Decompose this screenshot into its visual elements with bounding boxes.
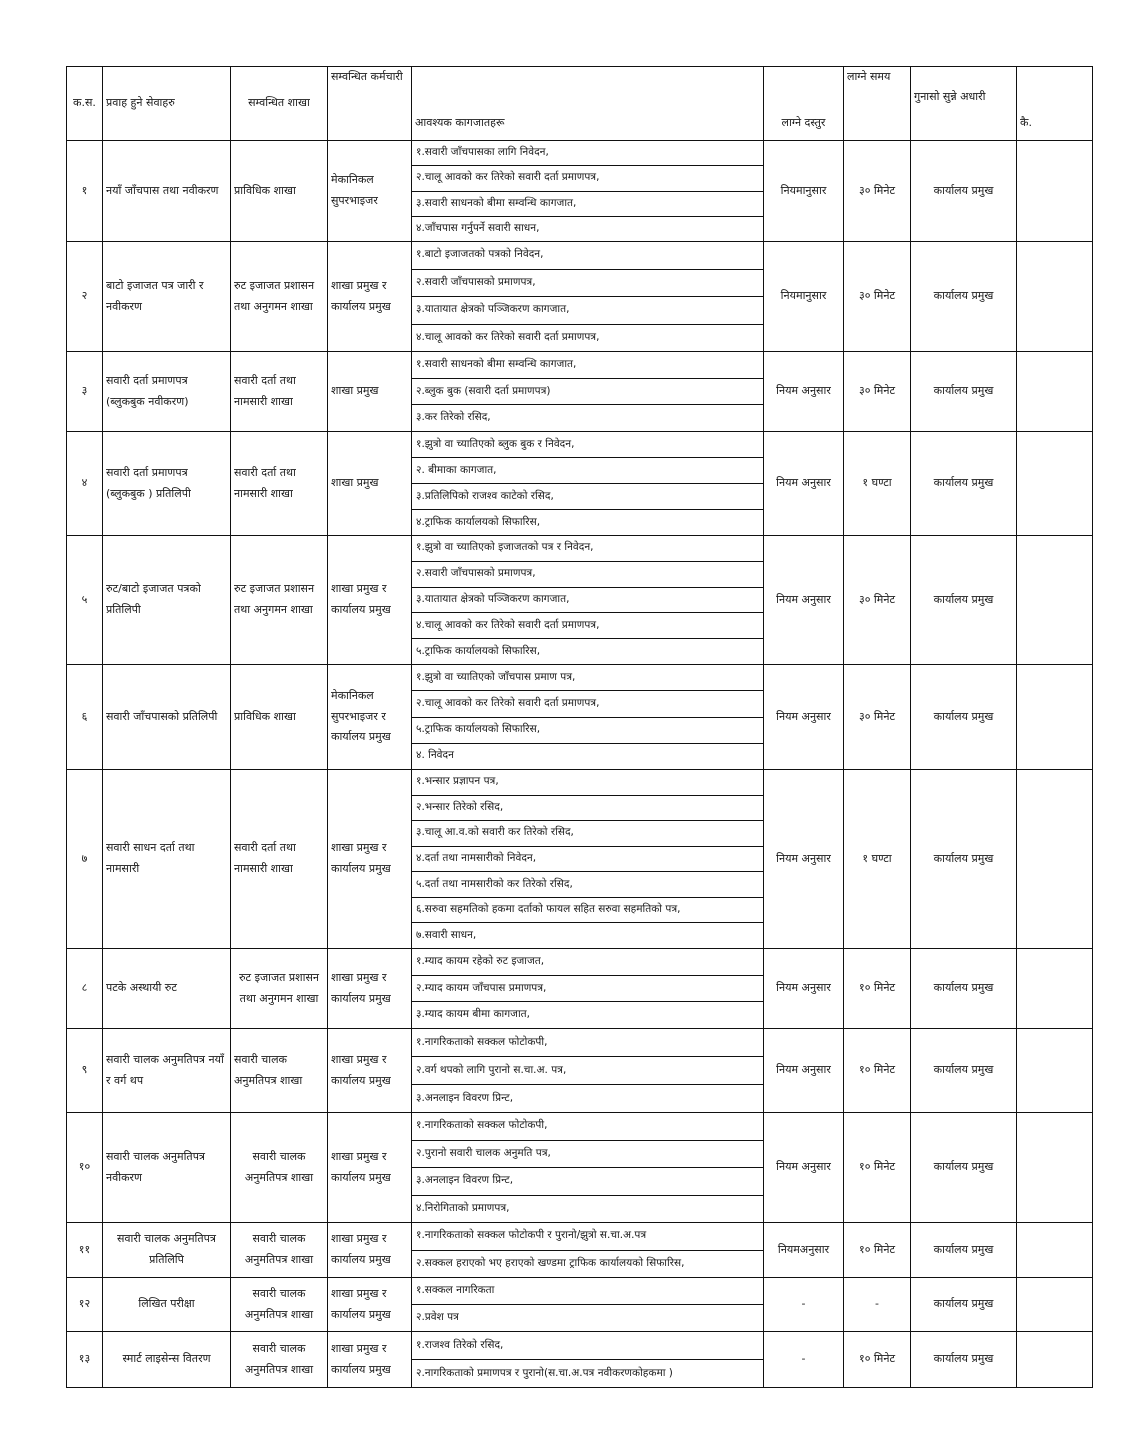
document-item: ३.प्रतिलिपिको राजश्व काटेको रसिद, xyxy=(412,483,763,509)
fee-cell: नियमानुसार xyxy=(764,141,844,242)
document-item: ५.ट्राफिक कार्यालयको सिफारिस, xyxy=(412,717,763,743)
documents-list xyxy=(412,536,763,664)
document-item: ५.ट्राफिक कार्यालयको सिफारिस, xyxy=(412,638,763,664)
service-charter-table xyxy=(66,66,1093,1388)
header-branch: सम्वन्धित शाखा xyxy=(231,67,328,141)
header-time: लाग्ने समय xyxy=(844,67,911,141)
document-item: ५.दर्ता तथा नामसारीको कर तिरेको रसिद, xyxy=(412,871,763,897)
grievance-officer-cell: कार्यालय प्रमुख xyxy=(911,536,1017,665)
remarks-cell xyxy=(1017,665,1093,770)
remarks-cell xyxy=(1017,536,1093,665)
document-item: २.वर्ग थपको लागि पुरानो स.चा.अ. पत्र, xyxy=(412,1056,763,1084)
staff-cell: शाखा प्रमुख र कार्यालय प्रमुख xyxy=(328,242,412,352)
document-item: १.झुत्रो वा च्यातिएको इजाजतको पत्र र निवेदन, xyxy=(416,541,594,554)
table-row xyxy=(67,770,1093,949)
table-row xyxy=(67,242,1093,352)
remarks-cell xyxy=(1017,1029,1093,1113)
remarks-cell xyxy=(1017,432,1093,536)
documents-list xyxy=(412,1332,763,1387)
grievance-officer-cell: कार्यालय प्रमुख xyxy=(911,1113,1017,1223)
fee-cell: नियम अनुसार xyxy=(764,1029,844,1113)
fee-cell: नियम अनुसार xyxy=(764,1113,844,1223)
document-item: १.झुत्रो वा च्यातिएको ब्लुक बुक र निवेदन, xyxy=(416,437,575,450)
documents-list xyxy=(412,432,763,535)
table-row xyxy=(67,352,1093,432)
service-cell: सवारी चालक अनुमतिपत्र नवीकरण xyxy=(103,1113,231,1223)
documents-list xyxy=(412,1029,763,1112)
document-item: १.सवारी जाँचपासका लागि निवेदन, xyxy=(416,146,549,159)
branch-cell: सवारी चालक अनुमतिपत्र शाखा xyxy=(231,1223,328,1278)
remarks-cell xyxy=(1017,1113,1093,1223)
service-cell: सवारी दर्ता प्रमाणपत्र (ब्लुकबुक नवीकरण) xyxy=(103,352,231,432)
staff-cell: शाखा प्रमुख र कार्यालय प्रमुख xyxy=(328,1278,412,1332)
header-grievance: गुनासो सुन्ने अधारी xyxy=(911,67,1017,141)
document-item: २.पुरानो सवारी चालक अनुमति पत्र, xyxy=(412,1140,763,1168)
service-cell: सवारी जाँचपासको प्रतिलिपी xyxy=(103,665,231,770)
document-item: ७.सवारी साधन, xyxy=(412,922,763,948)
document-item: २. बीमाका कागजात, xyxy=(412,457,763,483)
serial-cell: ९ xyxy=(67,1029,103,1113)
remarks-cell xyxy=(1017,352,1093,432)
document-item: ३.यातायात क्षेत्रको पञ्जिकरण कागजात, xyxy=(412,296,763,324)
header-fee: लाग्ने दस्तुर xyxy=(764,67,844,141)
fee-cell: नियम अनुसार xyxy=(764,665,844,770)
service-cell: नयाँ जाँचपास तथा नवीकरण xyxy=(103,141,231,242)
serial-cell: १० xyxy=(67,1113,103,1223)
grievance-officer-cell: कार्यालय प्रमुख xyxy=(911,1029,1017,1113)
remarks-cell xyxy=(1017,141,1093,242)
fee-cell: नियम अनुसार xyxy=(764,432,844,536)
document-item: ४. निवेदन xyxy=(412,743,763,769)
serial-cell: ३ xyxy=(67,352,103,432)
table-row xyxy=(67,536,1093,665)
document-item: ४.चालू आवको कर तिरेको सवारी दर्ता प्रमाणपत्र, xyxy=(412,612,763,638)
document-item: ३.सवारी साधनको बीमा सम्वन्धि कागजात, xyxy=(412,191,763,216)
header-service: प्रवाह हुने सेवाहरु xyxy=(103,67,231,141)
document-item: २.चालू आवको कर तिरेको सवारी दर्ता प्रमाणपत्र, xyxy=(412,690,763,716)
document-item: २.नागरिकताको प्रमाणपत्र र पुरानो(स.चा.अ.पत्र नवीकरणकोहकमा ) xyxy=(412,1359,763,1387)
documents-list xyxy=(412,352,763,431)
time-cell: ३० मिनेट xyxy=(844,352,911,432)
branch-cell: सवारी चालक अनुमतिपत्र शाखा xyxy=(231,1113,328,1223)
document-item: २.म्याद कायम जाँचपास प्रमाणपत्र, xyxy=(412,975,763,1002)
remarks-cell xyxy=(1017,1278,1093,1332)
documents-cell xyxy=(412,1332,764,1388)
remarks-cell xyxy=(1017,242,1093,352)
staff-cell: शाखा प्रमुख र कार्यालय प्रमुख xyxy=(328,1223,412,1278)
grievance-officer-cell: कार्यालय प्रमुख xyxy=(911,352,1017,432)
documents-cell xyxy=(412,141,764,242)
table-row xyxy=(67,1113,1093,1223)
staff-cell: शाखा प्रमुख र कार्यालय प्रमुख xyxy=(328,770,412,949)
table-row xyxy=(67,1278,1093,1332)
branch-cell: सवारी दर्ता तथा नामसारी शाखा xyxy=(231,352,328,432)
service-cell: बाटो इजाजत पत्र जारी र नवीकरण xyxy=(103,242,231,352)
document-item: १.झुत्रो वा च्यातिएको जाँचपास प्रमाण पत्र, xyxy=(416,670,576,683)
time-cell: १० मिनेट xyxy=(844,1029,911,1113)
branch-cell: रुट इजाजत प्रशासन तथा अनुगमन शाखा xyxy=(231,242,328,352)
branch-cell: सवारी चालक अनुमतिपत्र शाखा xyxy=(231,1278,328,1332)
documents-cell xyxy=(412,1113,764,1223)
document-item: २.चालू आवको कर तिरेको सवारी दर्ता प्रमाणपत्र, xyxy=(412,165,763,190)
staff-cell: शाखा प्रमुख र कार्यालय प्रमुख xyxy=(328,1332,412,1388)
table-row xyxy=(67,1029,1093,1113)
staff-cell: शाखा प्रमुख र कार्यालय प्रमुख xyxy=(328,1113,412,1223)
remarks-cell xyxy=(1017,770,1093,949)
document-item: ३.अनलाइन विवरण प्रिन्ट, xyxy=(412,1167,763,1195)
grievance-officer-cell: कार्यालय प्रमुख xyxy=(911,141,1017,242)
grievance-officer-cell: कार्यालय प्रमुख xyxy=(911,1278,1017,1332)
staff-cell: शाखा प्रमुख xyxy=(328,352,412,432)
document-item: ४.ट्राफिक कार्यालयको सिफारिस, xyxy=(412,509,763,535)
grievance-officer-cell: कार्यालय प्रमुख xyxy=(911,432,1017,536)
service-cell: सवारी चालक अनुमतिपत्र प्रतिलिपि xyxy=(103,1223,231,1278)
fee-cell: नियमानुसार xyxy=(764,242,844,352)
staff-cell: शाखा प्रमुख र कार्यालय प्रमुख xyxy=(328,536,412,665)
header-staff: सम्वन्धित कर्मचारी xyxy=(328,67,412,141)
fee-cell: नियम अनुसार xyxy=(764,536,844,665)
time-cell: ३० मिनेट xyxy=(844,665,911,770)
service-cell: लिखित परीक्षा xyxy=(103,1278,231,1332)
documents-list xyxy=(412,665,763,769)
document-item: २.सवारी जाँचपासको प्रमाणपत्र, xyxy=(412,561,763,587)
branch-cell: प्राविधिक शाखा xyxy=(231,665,328,770)
time-cell: १० मिनेट xyxy=(844,1223,911,1278)
documents-cell xyxy=(412,1029,764,1113)
serial-cell: ८ xyxy=(67,949,103,1029)
table-row xyxy=(67,1223,1093,1278)
grievance-officer-cell: कार्यालय प्रमुख xyxy=(911,1332,1017,1388)
staff-cell: मेकानिकल सुपरभाइजर र कार्यालय प्रमुख xyxy=(328,665,412,770)
document-item: १.नागरिकताको सक्कल फोटोकपी, xyxy=(416,1035,548,1048)
documents-list xyxy=(412,770,763,948)
document-item: ४.दर्ता तथा नामसारीको निवेदन, xyxy=(412,846,763,872)
serial-cell: १ xyxy=(67,141,103,242)
serial-cell: २ xyxy=(67,242,103,352)
document-item: ४.निरोगिताको प्रमाणपत्र, xyxy=(412,1195,763,1223)
document-item: २.भन्सार तिरेको रसिद, xyxy=(412,795,763,821)
branch-cell: सवारी चालक अनुमतिपत्र शाखा xyxy=(231,1332,328,1388)
service-cell: पटके अस्थायी रुट xyxy=(103,949,231,1029)
document-item: १.नागरिकताको सक्कल फोटोकपी र पुरानो/झुत्रो स.चा.अ.पत्र xyxy=(416,1229,647,1242)
serial-cell: ४ xyxy=(67,432,103,536)
header-documents: आवश्यक कागजातहरू xyxy=(412,67,764,141)
table-row xyxy=(67,141,1093,242)
document-item: ३.कर तिरेको रसिद, xyxy=(412,404,763,431)
branch-cell: रुट इजाजत प्रशासन तथा अनुगमन शाखा xyxy=(231,536,328,665)
staff-cell: शाखा प्रमुख र कार्यालय प्रमुख xyxy=(328,1029,412,1113)
header-remarks: कै. xyxy=(1017,67,1093,141)
service-cell: रुट/बाटो इजाजत पत्रको प्रतिलिपी xyxy=(103,536,231,665)
fee-cell: - xyxy=(764,1332,844,1388)
grievance-officer-cell: कार्यालय प्रमुख xyxy=(911,242,1017,352)
remarks-cell xyxy=(1017,1223,1093,1278)
document-item: १.भन्सार प्रज्ञापन पत्र, xyxy=(416,775,499,788)
documents-list xyxy=(412,141,763,241)
documents-cell xyxy=(412,949,764,1029)
branch-cell: सवारी दर्ता तथा नामसारी शाखा xyxy=(231,432,328,536)
documents-cell xyxy=(412,770,764,949)
document-item: १.म्याद कायम रहेको रुट इजाजत, xyxy=(416,954,545,967)
branch-cell: सवारी दर्ता तथा नामसारी शाखा xyxy=(231,770,328,949)
staff-cell: मेकानिकल सुपरभाइजर xyxy=(328,141,412,242)
grievance-officer-cell: कार्यालय प्रमुख xyxy=(911,665,1017,770)
document-item: १.राजश्व तिरेको रसिद, xyxy=(416,1338,504,1351)
remarks-cell xyxy=(1017,949,1093,1029)
document-item: १.सवारी साधनको बीमा सम्वन्धि कागजात, xyxy=(416,357,577,370)
serial-cell: ७ xyxy=(67,770,103,949)
time-cell: ३० मिनेट xyxy=(844,536,911,665)
documents-cell xyxy=(412,242,764,352)
service-cell: सवारी दर्ता प्रमाणपत्र (ब्लुकबुक ) प्रतिलिपी xyxy=(103,432,231,536)
serial-cell: १३ xyxy=(67,1332,103,1388)
documents-cell xyxy=(412,665,764,770)
document-item: २.प्रवेश पत्र xyxy=(412,1304,763,1331)
time-cell: १ घण्टा xyxy=(844,770,911,949)
table-row xyxy=(67,665,1093,770)
document-item: ३.चालू आ.व.को सवारी कर तिरेको रसिद, xyxy=(412,820,763,846)
documents-list xyxy=(412,1113,763,1222)
table-row xyxy=(67,949,1093,1029)
fee-cell: - xyxy=(764,1278,844,1332)
documents-cell xyxy=(412,432,764,536)
serial-cell: ११ xyxy=(67,1223,103,1278)
fee-cell: नियम अनुसार xyxy=(764,770,844,949)
header-serial: क.स. xyxy=(67,67,103,141)
serial-cell: १२ xyxy=(67,1278,103,1332)
document-item: ३.अनलाइन विवरण प्रिन्ट, xyxy=(412,1084,763,1112)
service-cell: स्मार्ट लाइसेन्स वितरण xyxy=(103,1332,231,1388)
document-item: २.ब्लुक बुक (सवारी दर्ता प्रमाणपत्र) xyxy=(412,378,763,405)
time-cell: - xyxy=(844,1278,911,1332)
document-item: ३.म्याद कायम बीमा कागजात, xyxy=(412,1001,763,1028)
document-item: ३.यातायात क्षेत्रको पञ्जिकरण कागजात, xyxy=(412,587,763,613)
header-row xyxy=(67,67,1093,141)
table-row xyxy=(67,1332,1093,1388)
branch-cell: प्राविधिक शाखा xyxy=(231,141,328,242)
staff-cell: शाखा प्रमुख र कार्यालय प्रमुख xyxy=(328,949,412,1029)
fee-cell: नियम अनुसार xyxy=(764,949,844,1029)
documents-cell xyxy=(412,352,764,432)
grievance-officer-cell: कार्यालय प्रमुख xyxy=(911,1223,1017,1278)
document-item: २.सक्कल हराएको भए हराएको खण्डमा ट्राफिक कार्यालयको सिफारिस, xyxy=(412,1250,763,1278)
time-cell: १० मिनेट xyxy=(844,949,911,1029)
document-item: २.सवारी जाँचपासको प्रमाणपत्र, xyxy=(412,269,763,297)
branch-cell: रुट इजाजत प्रशासन तथा अनुगमन शाखा xyxy=(231,949,328,1029)
table-row xyxy=(67,432,1093,536)
time-cell: ३० मिनेट xyxy=(844,141,911,242)
time-cell: १० मिनेट xyxy=(844,1113,911,1223)
staff-cell: शाखा प्रमुख xyxy=(328,432,412,536)
documents-cell xyxy=(412,536,764,665)
branch-cell: सवारी चालक अनुमतिपत्र शाखा xyxy=(231,1029,328,1113)
document-item: १.नागरिकताको सक्कल फोटोकपी, xyxy=(416,1119,548,1132)
document-item: ४.जाँचपास गर्नुपर्ने सवारी साधन, xyxy=(412,216,763,241)
documents-list xyxy=(412,1278,763,1331)
documents-cell xyxy=(412,1223,764,1278)
fee-cell: नियमअनुसार xyxy=(764,1223,844,1278)
service-cell: सवारी चालक अनुमतिपत्र नयाँ र वर्ग थप xyxy=(103,1029,231,1113)
document-item: ४.चालू आवको कर तिरेको सवारी दर्ता प्रमाणपत्र, xyxy=(412,324,763,352)
time-cell: १ घण्टा xyxy=(844,432,911,536)
document-item: १.बाटो इजाजतको पत्रको निवेदन, xyxy=(416,248,544,261)
document-item: १.सक्कल नागरिकता xyxy=(416,1284,495,1297)
time-cell: ३० मिनेट xyxy=(844,242,911,352)
serial-cell: ५ xyxy=(67,536,103,665)
grievance-officer-cell: कार्यालय प्रमुख xyxy=(911,949,1017,1029)
grievance-officer-cell: कार्यालय प्रमुख xyxy=(911,770,1017,949)
document-item: ६.सरुवा सहमतिको हकमा दर्ताको फायल सहित सरुवा सहमतिको पत्र, xyxy=(412,897,763,923)
documents-cell xyxy=(412,1278,764,1332)
service-cell: सवारी साधन दर्ता तथा नामसारी xyxy=(103,770,231,949)
time-cell: १० मिनेट xyxy=(844,1332,911,1388)
serial-cell: ६ xyxy=(67,665,103,770)
documents-list xyxy=(412,242,763,351)
fee-cell: नियम अनुसार xyxy=(764,352,844,432)
documents-list xyxy=(412,949,763,1028)
remarks-cell xyxy=(1017,1332,1093,1388)
documents-list xyxy=(412,1223,763,1277)
